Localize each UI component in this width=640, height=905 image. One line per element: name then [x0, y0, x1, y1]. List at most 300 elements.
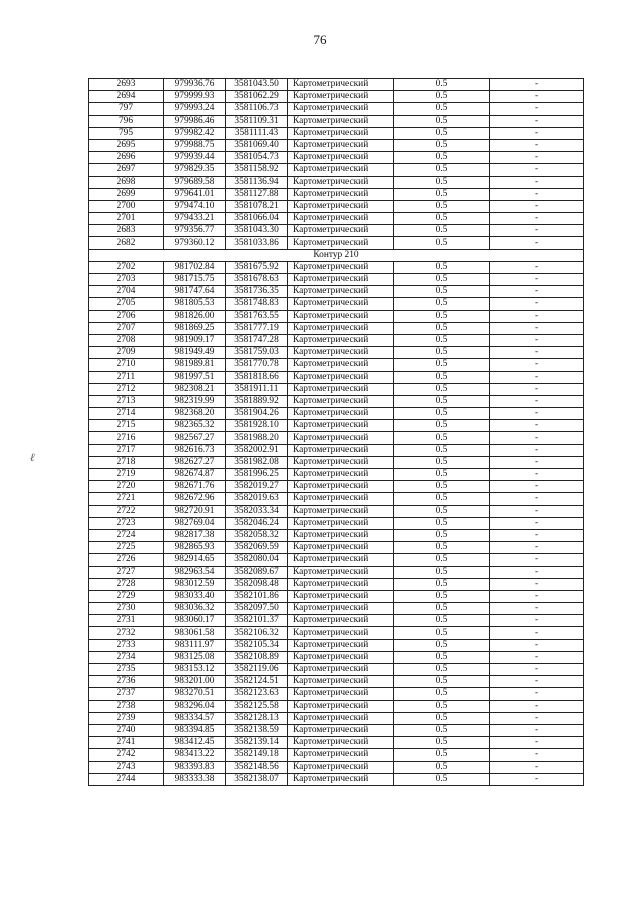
- description-cell: -: [490, 152, 584, 164]
- point-number-cell: 2741: [89, 737, 164, 749]
- x-coordinate-cell: 982671.76: [164, 481, 226, 493]
- method-cell: Картометрический: [288, 639, 394, 651]
- method-cell: Картометрический: [288, 481, 394, 493]
- description-cell: -: [490, 103, 584, 115]
- method-cell: Картометрический: [288, 456, 394, 468]
- x-coordinate-cell: 983111.97: [164, 639, 226, 651]
- method-cell: Картометрический: [288, 444, 394, 456]
- error-cell: 0.5: [394, 627, 490, 639]
- description-cell: -: [490, 274, 584, 286]
- x-coordinate-cell: 979982.42: [164, 127, 226, 139]
- error-cell: 0.5: [394, 310, 490, 322]
- y-coordinate-cell: 3581127.88: [226, 188, 288, 200]
- error-cell: 0.5: [394, 152, 490, 164]
- y-coordinate-cell: 3582046.24: [226, 517, 288, 529]
- y-coordinate-cell: 3582002.91: [226, 444, 288, 456]
- y-coordinate-cell: 3582080.04: [226, 554, 288, 566]
- method-cell: Картометрический: [288, 127, 394, 139]
- error-cell: 0.5: [394, 298, 490, 310]
- error-cell: 0.5: [394, 359, 490, 371]
- point-number-cell: 2728: [89, 578, 164, 590]
- x-coordinate-cell: 979641.01: [164, 188, 226, 200]
- error-cell: 0.5: [394, 115, 490, 127]
- description-cell: -: [490, 359, 584, 371]
- description-cell: -: [490, 469, 584, 481]
- table-row: [89, 627, 584, 639]
- y-coordinate-cell: 3582139.14: [226, 737, 288, 749]
- y-coordinate-cell: 3581158.92: [226, 164, 288, 176]
- method-cell: Картометрический: [288, 237, 394, 249]
- x-coordinate-cell: 979360.12: [164, 237, 226, 249]
- table-row: [89, 103, 584, 115]
- point-number-cell: 2725: [89, 542, 164, 554]
- y-coordinate-cell: 3581911.11: [226, 383, 288, 395]
- error-cell: 0.5: [394, 395, 490, 407]
- point-number-cell: 2682: [89, 237, 164, 249]
- error-cell: 0.5: [394, 712, 490, 724]
- table-row: [89, 310, 584, 322]
- method-cell: Картометрический: [288, 493, 394, 505]
- point-number-cell: 797: [89, 103, 164, 115]
- description-cell: -: [490, 261, 584, 273]
- point-number-cell: 2742: [89, 749, 164, 761]
- y-coordinate-cell: 3582124.51: [226, 676, 288, 688]
- error-cell: 0.5: [394, 444, 490, 456]
- description-cell: -: [490, 91, 584, 103]
- coordinates-table: [88, 78, 584, 786]
- description-cell: -: [490, 334, 584, 346]
- x-coordinate-cell: 982567.27: [164, 432, 226, 444]
- method-cell: Картометрический: [288, 712, 394, 724]
- error-cell: 0.5: [394, 322, 490, 334]
- point-number-cell: 2718: [89, 456, 164, 468]
- error-cell: 0.5: [394, 213, 490, 225]
- description-cell: -: [490, 176, 584, 188]
- table-row: [89, 590, 584, 602]
- method-cell: Картометрический: [288, 395, 394, 407]
- point-number-cell: 2712: [89, 383, 164, 395]
- method-cell: Картометрический: [288, 383, 394, 395]
- x-coordinate-cell: 983334.57: [164, 712, 226, 724]
- method-cell: Картометрический: [288, 334, 394, 346]
- x-coordinate-cell: 979356.77: [164, 225, 226, 237]
- method-cell: Картометрический: [288, 91, 394, 103]
- method-cell: Картометрический: [288, 688, 394, 700]
- description-cell: -: [490, 127, 584, 139]
- description-cell: -: [490, 395, 584, 407]
- error-cell: 0.5: [394, 676, 490, 688]
- table-row: [89, 347, 584, 359]
- section-header-row: [89, 249, 584, 261]
- method-cell: Картометрический: [288, 542, 394, 554]
- y-coordinate-cell: 3582058.32: [226, 529, 288, 541]
- point-number-cell: 2737: [89, 688, 164, 700]
- error-cell: 0.5: [394, 724, 490, 736]
- point-number-cell: 2713: [89, 395, 164, 407]
- x-coordinate-cell: 982308.21: [164, 383, 226, 395]
- section-title: Контур 210: [89, 249, 584, 261]
- description-cell: -: [490, 115, 584, 127]
- error-cell: 0.5: [394, 274, 490, 286]
- y-coordinate-cell: 3581736.35: [226, 286, 288, 298]
- error-cell: 0.5: [394, 529, 490, 541]
- description-cell: -: [490, 200, 584, 212]
- method-cell: Картометрический: [288, 554, 394, 566]
- method-cell: Картометрический: [288, 79, 394, 91]
- x-coordinate-cell: 982720.91: [164, 505, 226, 517]
- x-coordinate-cell: 981949.49: [164, 347, 226, 359]
- x-coordinate-cell: 979988.75: [164, 139, 226, 151]
- method-cell: Картометрический: [288, 225, 394, 237]
- description-cell: -: [490, 554, 584, 566]
- point-number-cell: 2743: [89, 761, 164, 773]
- point-number-cell: 2717: [89, 444, 164, 456]
- point-number-cell: 2699: [89, 188, 164, 200]
- table-row: [89, 566, 584, 578]
- error-cell: 0.5: [394, 651, 490, 663]
- description-cell: -: [490, 578, 584, 590]
- y-coordinate-cell: 3582097.50: [226, 603, 288, 615]
- description-cell: -: [490, 420, 584, 432]
- error-cell: 0.5: [394, 517, 490, 529]
- table-row: [89, 213, 584, 225]
- description-cell: -: [490, 408, 584, 420]
- table-row: [89, 152, 584, 164]
- x-coordinate-cell: 981715.75: [164, 274, 226, 286]
- point-number-cell: 2715: [89, 420, 164, 432]
- y-coordinate-cell: 3581928.10: [226, 420, 288, 432]
- y-coordinate-cell: 3581136.94: [226, 176, 288, 188]
- description-cell: -: [490, 724, 584, 736]
- x-coordinate-cell: 982365.32: [164, 420, 226, 432]
- x-coordinate-cell: 983036.32: [164, 603, 226, 615]
- description-cell: -: [490, 164, 584, 176]
- point-number-cell: 2711: [89, 371, 164, 383]
- point-number-cell: 795: [89, 127, 164, 139]
- description-cell: -: [490, 566, 584, 578]
- table-row: [89, 139, 584, 151]
- description-cell: -: [490, 627, 584, 639]
- y-coordinate-cell: 3581109.31: [226, 115, 288, 127]
- error-cell: 0.5: [394, 164, 490, 176]
- description-cell: -: [490, 615, 584, 627]
- method-cell: Картометрический: [288, 139, 394, 151]
- x-coordinate-cell: 979939.44: [164, 152, 226, 164]
- method-cell: Картометрический: [288, 615, 394, 627]
- y-coordinate-cell: 3582125.58: [226, 700, 288, 712]
- method-cell: Картометрический: [288, 298, 394, 310]
- description-cell: -: [490, 700, 584, 712]
- error-cell: 0.5: [394, 200, 490, 212]
- x-coordinate-cell: 982627.27: [164, 456, 226, 468]
- y-coordinate-cell: 3581062.29: [226, 91, 288, 103]
- table-row: [89, 542, 584, 554]
- point-number-cell: 2734: [89, 651, 164, 663]
- point-number-cell: 2695: [89, 139, 164, 151]
- coordinates-table-body: [89, 79, 584, 786]
- table-row: [89, 554, 584, 566]
- error-cell: 0.5: [394, 420, 490, 432]
- point-number-cell: 2709: [89, 347, 164, 359]
- y-coordinate-cell: 3581904.26: [226, 408, 288, 420]
- table-row: [89, 517, 584, 529]
- table-row: [89, 408, 584, 420]
- x-coordinate-cell: 981826.00: [164, 310, 226, 322]
- x-coordinate-cell: 983296.04: [164, 700, 226, 712]
- description-cell: -: [490, 79, 584, 91]
- method-cell: Картометрический: [288, 676, 394, 688]
- point-number-cell: 2731: [89, 615, 164, 627]
- y-coordinate-cell: 3582019.27: [226, 481, 288, 493]
- page-number: 76: [313, 32, 327, 47]
- description-cell: -: [490, 590, 584, 602]
- y-coordinate-cell: 3582138.59: [226, 724, 288, 736]
- method-cell: Картометрический: [288, 432, 394, 444]
- error-cell: 0.5: [394, 127, 490, 139]
- x-coordinate-cell: 982672.96: [164, 493, 226, 505]
- method-cell: Картометрический: [288, 213, 394, 225]
- table-row: [89, 420, 584, 432]
- x-coordinate-cell: 982616.73: [164, 444, 226, 456]
- table-row: [89, 176, 584, 188]
- error-cell: 0.5: [394, 371, 490, 383]
- table-row: [89, 274, 584, 286]
- x-coordinate-cell: 981747.64: [164, 286, 226, 298]
- description-cell: -: [490, 761, 584, 773]
- point-number-cell: 2703: [89, 274, 164, 286]
- x-coordinate-cell: 982914.65: [164, 554, 226, 566]
- y-coordinate-cell: 3582098.48: [226, 578, 288, 590]
- method-cell: Картометрический: [288, 700, 394, 712]
- point-number-cell: 2683: [89, 225, 164, 237]
- method-cell: Картометрический: [288, 505, 394, 517]
- method-cell: Картометрический: [288, 347, 394, 359]
- point-number-cell: 2736: [89, 676, 164, 688]
- table-row: [89, 664, 584, 676]
- point-number-cell: 2700: [89, 200, 164, 212]
- description-cell: -: [490, 322, 584, 334]
- table-row: [89, 359, 584, 371]
- description-cell: -: [490, 712, 584, 724]
- method-cell: Картометрический: [288, 359, 394, 371]
- table-row: [89, 444, 584, 456]
- error-cell: 0.5: [394, 590, 490, 602]
- x-coordinate-cell: 982674.87: [164, 469, 226, 481]
- y-coordinate-cell: 3581748.83: [226, 298, 288, 310]
- table-row: [89, 469, 584, 481]
- point-number-cell: 2698: [89, 176, 164, 188]
- method-cell: Картометрический: [288, 310, 394, 322]
- point-number-cell: 2740: [89, 724, 164, 736]
- description-cell: -: [490, 749, 584, 761]
- description-cell: -: [490, 603, 584, 615]
- y-coordinate-cell: 3582089.67: [226, 566, 288, 578]
- point-number-cell: 2702: [89, 261, 164, 273]
- table-row: [89, 493, 584, 505]
- point-number-cell: 2727: [89, 566, 164, 578]
- description-cell: -: [490, 493, 584, 505]
- y-coordinate-cell: 3582138.07: [226, 773, 288, 785]
- table-row: [89, 578, 584, 590]
- point-number-cell: 2708: [89, 334, 164, 346]
- y-coordinate-cell: 3581106.73: [226, 103, 288, 115]
- error-cell: 0.5: [394, 481, 490, 493]
- method-cell: Картометрический: [288, 761, 394, 773]
- method-cell: Картометрический: [288, 115, 394, 127]
- point-number-cell: 2693: [89, 79, 164, 91]
- y-coordinate-cell: 3581033.86: [226, 237, 288, 249]
- x-coordinate-cell: 979936.76: [164, 79, 226, 91]
- error-cell: 0.5: [394, 103, 490, 115]
- point-number-cell: 2723: [89, 517, 164, 529]
- table-row: [89, 688, 584, 700]
- method-cell: Картометрический: [288, 664, 394, 676]
- method-cell: Картометрический: [288, 603, 394, 615]
- description-cell: -: [490, 676, 584, 688]
- error-cell: 0.5: [394, 566, 490, 578]
- error-cell: 0.5: [394, 237, 490, 249]
- x-coordinate-cell: 983412.45: [164, 737, 226, 749]
- x-coordinate-cell: 983270.51: [164, 688, 226, 700]
- description-cell: -: [490, 529, 584, 541]
- x-coordinate-cell: 983060.17: [164, 615, 226, 627]
- y-coordinate-cell: 3582106.32: [226, 627, 288, 639]
- y-coordinate-cell: 3581988.20: [226, 432, 288, 444]
- x-coordinate-cell: 981997.51: [164, 371, 226, 383]
- description-cell: -: [490, 456, 584, 468]
- table-row: [89, 737, 584, 749]
- table-row: [89, 371, 584, 383]
- point-number-cell: 2710: [89, 359, 164, 371]
- error-cell: 0.5: [394, 688, 490, 700]
- x-coordinate-cell: 983125.08: [164, 651, 226, 663]
- point-number-cell: 2733: [89, 639, 164, 651]
- y-coordinate-cell: 3582101.86: [226, 590, 288, 602]
- description-cell: -: [490, 310, 584, 322]
- description-cell: -: [490, 371, 584, 383]
- error-cell: 0.5: [394, 554, 490, 566]
- y-coordinate-cell: 3581111.43: [226, 127, 288, 139]
- y-coordinate-cell: 3581996.25: [226, 469, 288, 481]
- description-cell: -: [490, 517, 584, 529]
- x-coordinate-cell: 983061.58: [164, 627, 226, 639]
- table-row: [89, 79, 584, 91]
- method-cell: Картометрический: [288, 724, 394, 736]
- method-cell: Картометрический: [288, 152, 394, 164]
- error-cell: 0.5: [394, 578, 490, 590]
- y-coordinate-cell: 3582119.06: [226, 664, 288, 676]
- point-number-cell: 796: [89, 115, 164, 127]
- point-number-cell: 2704: [89, 286, 164, 298]
- error-cell: 0.5: [394, 176, 490, 188]
- point-number-cell: 2701: [89, 213, 164, 225]
- x-coordinate-cell: 981805.53: [164, 298, 226, 310]
- point-number-cell: 2726: [89, 554, 164, 566]
- error-cell: 0.5: [394, 700, 490, 712]
- table-row: [89, 225, 584, 237]
- table-row: [89, 127, 584, 139]
- point-number-cell: 2720: [89, 481, 164, 493]
- description-cell: -: [490, 651, 584, 663]
- y-coordinate-cell: 3581069.40: [226, 139, 288, 151]
- x-coordinate-cell: 979829.35: [164, 164, 226, 176]
- error-cell: 0.5: [394, 469, 490, 481]
- point-number-cell: 2732: [89, 627, 164, 639]
- y-coordinate-cell: 3581678.63: [226, 274, 288, 286]
- point-number-cell: 2722: [89, 505, 164, 517]
- method-cell: Картометрический: [288, 322, 394, 334]
- error-cell: 0.5: [394, 225, 490, 237]
- x-coordinate-cell: 982368.20: [164, 408, 226, 420]
- method-cell: Картометрический: [288, 176, 394, 188]
- error-cell: 0.5: [394, 493, 490, 505]
- y-coordinate-cell: 3582069.59: [226, 542, 288, 554]
- table-row: [89, 603, 584, 615]
- error-cell: 0.5: [394, 91, 490, 103]
- point-number-cell: 2697: [89, 164, 164, 176]
- x-coordinate-cell: 981702.84: [164, 261, 226, 273]
- point-number-cell: 2730: [89, 603, 164, 615]
- point-number-cell: 2719: [89, 469, 164, 481]
- table-row: [89, 676, 584, 688]
- y-coordinate-cell: 3581982.08: [226, 456, 288, 468]
- description-cell: -: [490, 383, 584, 395]
- table-row: [89, 773, 584, 785]
- method-cell: Картометрический: [288, 469, 394, 481]
- point-number-cell: 2705: [89, 298, 164, 310]
- error-cell: 0.5: [394, 505, 490, 517]
- error-cell: 0.5: [394, 261, 490, 273]
- y-coordinate-cell: 3581759.03: [226, 347, 288, 359]
- y-coordinate-cell: 3582128.13: [226, 712, 288, 724]
- point-number-cell: 2696: [89, 152, 164, 164]
- table-row: [89, 383, 584, 395]
- description-cell: -: [490, 237, 584, 249]
- table-row: [89, 749, 584, 761]
- method-cell: Картометрический: [288, 627, 394, 639]
- x-coordinate-cell: 983201.00: [164, 676, 226, 688]
- point-number-cell: 2706: [89, 310, 164, 322]
- method-cell: Картометрический: [288, 164, 394, 176]
- description-cell: -: [490, 688, 584, 700]
- x-coordinate-cell: 981909.17: [164, 334, 226, 346]
- error-cell: 0.5: [394, 737, 490, 749]
- point-number-cell: 2707: [89, 322, 164, 334]
- y-coordinate-cell: 3581054.73: [226, 152, 288, 164]
- description-cell: -: [490, 639, 584, 651]
- description-cell: -: [490, 225, 584, 237]
- description-cell: -: [490, 286, 584, 298]
- description-cell: -: [490, 773, 584, 785]
- description-cell: -: [490, 188, 584, 200]
- error-cell: 0.5: [394, 383, 490, 395]
- method-cell: Картометрический: [288, 261, 394, 273]
- table-row: [89, 651, 584, 663]
- error-cell: 0.5: [394, 603, 490, 615]
- error-cell: 0.5: [394, 639, 490, 651]
- method-cell: Картометрический: [288, 651, 394, 663]
- y-coordinate-cell: 3582148.56: [226, 761, 288, 773]
- description-cell: -: [490, 737, 584, 749]
- method-cell: Картометрический: [288, 773, 394, 785]
- x-coordinate-cell: 983033.40: [164, 590, 226, 602]
- method-cell: Картометрический: [288, 566, 394, 578]
- method-cell: Картометрический: [288, 200, 394, 212]
- table-row: [89, 322, 584, 334]
- method-cell: Картометрический: [288, 420, 394, 432]
- error-cell: 0.5: [394, 542, 490, 554]
- error-cell: 0.5: [394, 79, 490, 91]
